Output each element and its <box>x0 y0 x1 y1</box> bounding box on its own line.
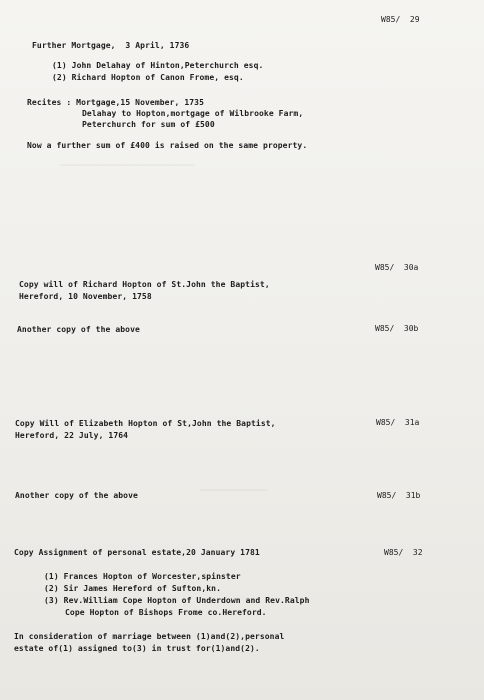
recites-line: Delahay to Hopton,mortgage of Wilbrooke Farm, <box>82 109 304 118</box>
reference-number: W85/ 32 <box>384 548 423 557</box>
reference-number: W85/ 31a <box>376 418 420 427</box>
bleed-through-text: ▔▔▔▔▔▔▔▔▔▔▔▔▔▔▔▔▔▔▔▔▔▔▔▔▔▔▔▔ <box>60 165 195 174</box>
entry-line: Copy Will of Elizabeth Hopton of St,John the Baptist, <box>15 419 276 428</box>
entry-title: Further Mortgage, 3 April, 1736 <box>32 41 190 50</box>
entry-note: Now a further sum of £400 is raised on the same property. <box>27 141 308 150</box>
party-1: (1) John Delahay of Hinton,Peterchurch esq. <box>52 61 264 70</box>
entry-title: Copy Assignment of personal estate,20 January 1781 <box>14 548 260 557</box>
party-3-continued: Cope Hopton of Bishops Frome co.Hereford. <box>65 608 267 617</box>
entry-line: Another copy of the above <box>15 491 138 500</box>
entry-note: estate of(1) assigned to(3) in trust for(1)and(2). <box>14 644 260 653</box>
party-1: (1) Frances Hopton of Worcester,spinster <box>44 572 241 581</box>
entry-note: In consideration of marriage between (1)and(2),personal <box>14 632 285 641</box>
recites-line: Peterchurch for sum of £500 <box>82 120 215 129</box>
reference-number: W85/ 29 <box>381 15 420 24</box>
entry-line: Another copy of the above <box>17 325 140 334</box>
reference-number: W85/ 30b <box>375 324 419 333</box>
reference-number: W85/ 31b <box>377 491 421 500</box>
recites-line: Recites : Mortgage,15 November, 1735 <box>27 98 204 107</box>
entry-line: Hereford, 22 July, 1764 <box>15 431 129 440</box>
party-2: (2) Richard Hopton of Canon Frome, esq. <box>52 73 244 82</box>
reference-number: W85/ 30a <box>375 263 419 272</box>
bleed-through-text: ▔▔▔▔▔▔▔▔▔▔▔▔▔▔ <box>200 490 268 499</box>
party-3: (3) Rev.William Cope Hopton of Underdown and Rev.Ralph <box>44 596 310 605</box>
party-2: (2) Sir James Hereford of Sufton,kn. <box>44 584 221 593</box>
entry-line: Copy will of Richard Hopton of St.John the Baptist, <box>19 280 270 289</box>
entry-line: Hereford, 10 November, 1758 <box>19 292 152 301</box>
